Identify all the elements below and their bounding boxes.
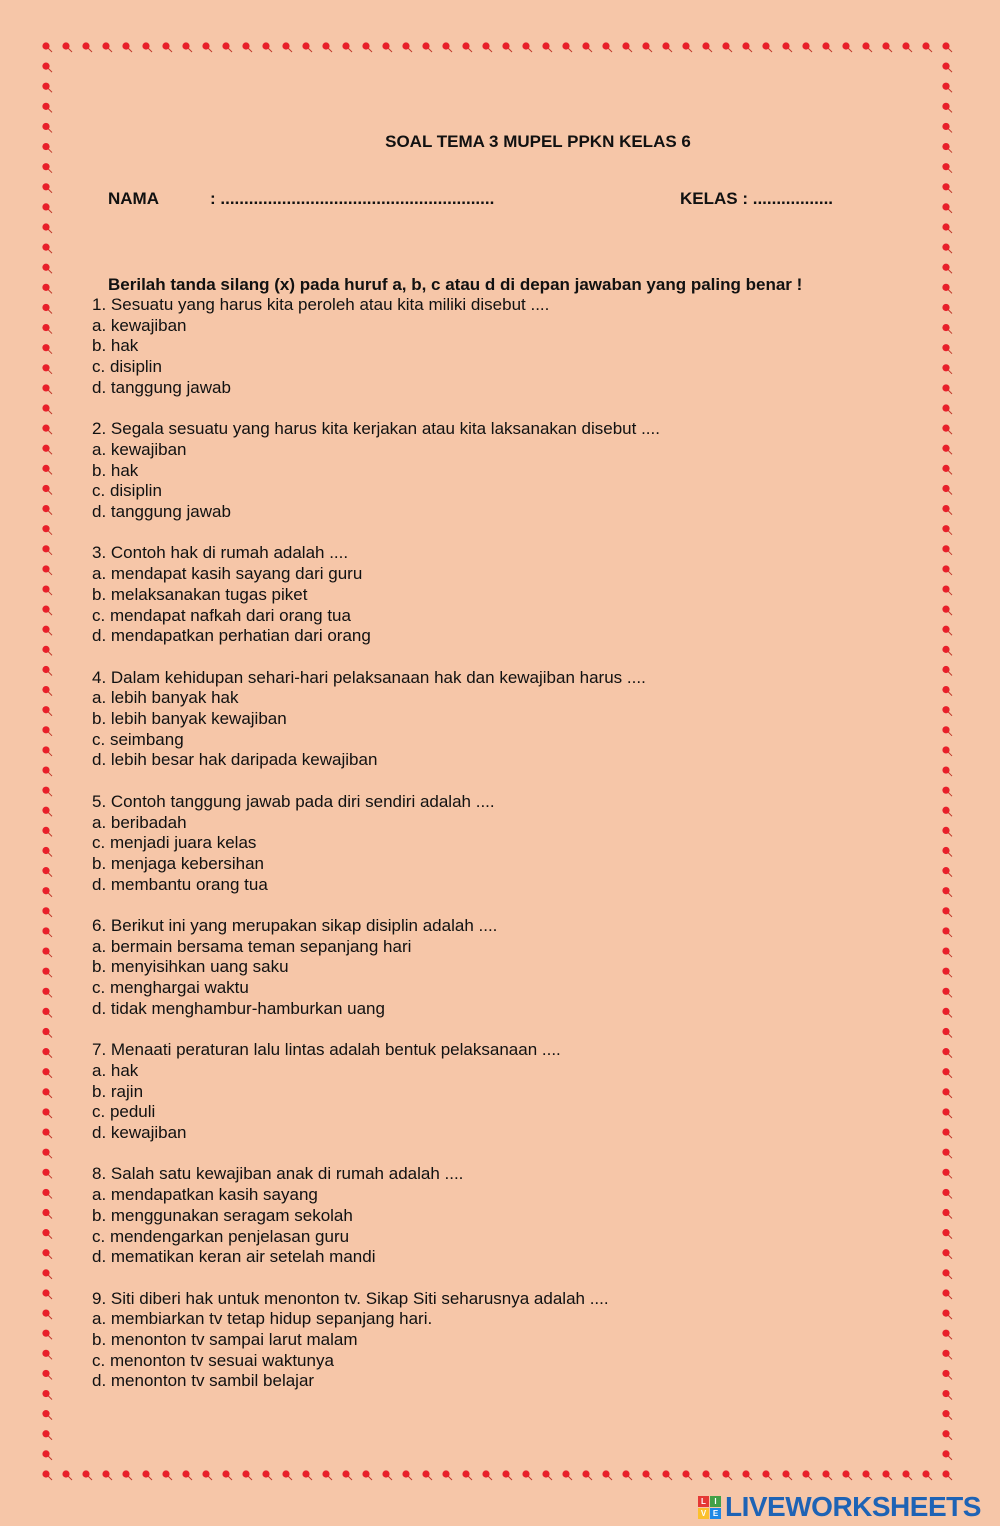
- question-text: 9. Siti diberi hak untuk menonton tv. Sikap Siti seharusnya adalah ....: [92, 1288, 609, 1308]
- border-dot: [942, 947, 949, 954]
- border-dot: [42, 606, 49, 613]
- border-dot: [942, 1048, 949, 1055]
- answer-option[interactable]: a. kewajiban: [92, 439, 187, 459]
- border-dot: [242, 1470, 249, 1477]
- border-dot: [842, 42, 849, 49]
- border-dot: [942, 1350, 949, 1357]
- border-dot: [302, 1470, 309, 1477]
- border-dot: [42, 666, 49, 673]
- border-dot: [482, 1470, 489, 1477]
- border-dot: [942, 1309, 949, 1316]
- border-dot: [42, 384, 49, 391]
- border-dot: [342, 1470, 349, 1477]
- border-dot: [542, 42, 549, 49]
- question-text: 1. Sesuatu yang harus kita peroleh atau kita miliki disebut ....: [92, 295, 550, 314]
- border-dot: [942, 1289, 949, 1296]
- border-dot: [722, 1470, 729, 1477]
- border-dot: [42, 425, 49, 432]
- border-dot: [942, 585, 949, 592]
- border-dot: [342, 42, 349, 49]
- border-dot: [522, 42, 529, 49]
- border-dot: [642, 42, 649, 49]
- border-dot: [942, 1189, 949, 1196]
- border-dot: [262, 1470, 269, 1477]
- border-dot: [942, 425, 949, 432]
- answer-option[interactable]: c. menjadi juara kelas: [92, 833, 257, 853]
- border-dot: [942, 1149, 949, 1156]
- border-dot: [42, 525, 49, 532]
- answer-option[interactable]: a. bermain bersama teman sepanjang hari: [92, 936, 412, 956]
- border-dot: [362, 1470, 369, 1477]
- logo-text: LIVEWORKSHEETS: [725, 1491, 981, 1522]
- border-dot: [942, 344, 949, 351]
- answer-option[interactable]: b. lebih banyak kewajiban: [92, 709, 287, 729]
- question-item: [92, 419, 660, 523]
- border-dot: [902, 1470, 909, 1477]
- border-dot: [902, 42, 909, 49]
- answer-option[interactable]: c. disiplin: [92, 357, 162, 377]
- border-dot: [222, 1470, 229, 1477]
- answer-option[interactable]: b. hak: [92, 336, 139, 356]
- border-dot: [942, 927, 949, 934]
- border-dot: [942, 1430, 949, 1437]
- border-dot: [942, 465, 949, 472]
- question-text: 7. Menaati peraturan lalu lintas adalah bentuk pelaksanaan ....: [92, 1040, 561, 1060]
- answer-option[interactable]: b. menyisihkan uang saku: [92, 957, 289, 977]
- liveworksheets-logo: [698, 1492, 981, 1522]
- question-item: [92, 1164, 660, 1268]
- border-dot: [442, 42, 449, 49]
- border-dot: [742, 42, 749, 49]
- border-dot: [942, 203, 949, 210]
- border-dot: [942, 626, 949, 633]
- border-dot: [762, 1470, 769, 1477]
- border-dot: [42, 626, 49, 633]
- border-dot: [942, 1229, 949, 1236]
- border-dot: [722, 42, 729, 49]
- answer-option[interactable]: b. menonton tv sampai larut malam: [92, 1330, 358, 1350]
- border-dot: [402, 42, 409, 49]
- border-dot: [42, 445, 49, 452]
- name-blank: : ..........................................................: [210, 189, 495, 208]
- border-dot: [942, 606, 949, 613]
- border-dot: [482, 42, 489, 49]
- border-dot: [942, 686, 949, 693]
- instruction: Berilah tanda silang (x) pada huruf a, b, c atau d di depan jawaban yang paling benar !: [108, 275, 803, 294]
- question-item: [92, 543, 660, 647]
- border-dot: [542, 1470, 549, 1477]
- border-dot: [942, 1088, 949, 1095]
- border-dot: [42, 203, 49, 210]
- question-text: 8. Salah satu kewajiban anak di rumah adalah ....: [92, 1164, 464, 1184]
- logo-mark-icon: [698, 1496, 721, 1519]
- answer-option[interactable]: d. tidak menghambur-hamburkan uang: [92, 998, 385, 1018]
- question-item: [92, 916, 660, 1020]
- border-dot: [82, 1470, 89, 1477]
- border-dot: [42, 264, 49, 271]
- border-dot: [682, 42, 689, 49]
- border-dot: [382, 42, 389, 49]
- border-dot: [122, 1470, 129, 1477]
- answer-option[interactable]: a. hak: [92, 1060, 139, 1080]
- border-dot: [942, 887, 949, 894]
- border-dot: [942, 384, 949, 391]
- border-dot: [42, 304, 49, 311]
- border-dot: [102, 42, 109, 49]
- border-dot: [782, 42, 789, 49]
- border-dot: [862, 42, 869, 49]
- border-dot: [582, 42, 589, 49]
- border-dot: [662, 42, 669, 49]
- question-text: 3. Contoh hak di rumah adalah ....: [92, 543, 349, 563]
- border-dot: [942, 324, 949, 331]
- border-dot: [82, 42, 89, 49]
- border-dot: [42, 1229, 49, 1236]
- border-dot: [622, 42, 629, 49]
- border-dot: [42, 1390, 49, 1397]
- border-dot: [42, 1450, 49, 1457]
- border-dot: [942, 968, 949, 975]
- answer-option[interactable]: b. melaksanakan tugas piket: [92, 584, 308, 604]
- border-dot: [42, 1289, 49, 1296]
- border-dot: [42, 1209, 49, 1216]
- border-dot: [242, 42, 249, 49]
- border-dot: [942, 666, 949, 673]
- border-dot: [162, 1470, 169, 1477]
- border-dot: [942, 505, 949, 512]
- border-dot: [942, 103, 949, 110]
- border-dot: [42, 746, 49, 753]
- border-dot: [942, 1108, 949, 1115]
- border-dot: [282, 42, 289, 49]
- answer-option[interactable]: b. menjaga kebersihan: [92, 853, 265, 873]
- border-dot: [202, 42, 209, 49]
- border-dot: [942, 364, 949, 371]
- border-dot: [942, 1128, 949, 1135]
- answer-option[interactable]: a. beribadah: [92, 812, 187, 832]
- border-dot: [42, 947, 49, 954]
- border-dot: [942, 1450, 949, 1457]
- border-dot: [502, 42, 509, 49]
- border-dot: [942, 565, 949, 572]
- border-dot: [802, 42, 809, 49]
- border-dot: [42, 83, 49, 90]
- border-dot: [42, 1430, 49, 1437]
- border-dot: [422, 1470, 429, 1477]
- border-dot: [42, 1108, 49, 1115]
- border-dot: [42, 364, 49, 371]
- border-dot: [42, 1309, 49, 1316]
- border-dot: [942, 1410, 949, 1417]
- border-dot: [202, 1470, 209, 1477]
- border-dot: [42, 1088, 49, 1095]
- border-dot: [42, 1330, 49, 1337]
- border-dot: [42, 585, 49, 592]
- border-dot: [42, 223, 49, 230]
- question-text: 4. Dalam kehidupan sehari-hari pelaksanaan hak dan kewajiban harus ....: [92, 667, 646, 687]
- answer-option[interactable]: d. menonton tv sambil belajar: [92, 1371, 315, 1391]
- border-dot: [582, 1470, 589, 1477]
- answer-option[interactable]: c. mendapat nafkah dari orang tua: [92, 605, 351, 625]
- border-dot: [42, 163, 49, 170]
- border-dot: [702, 42, 709, 49]
- answer-option[interactable]: c. disiplin: [92, 481, 162, 501]
- answer-option[interactable]: a. mendapat kasih sayang dari guru: [92, 564, 363, 584]
- border-dot: [42, 244, 49, 251]
- answer-option[interactable]: c. menghargai waktu: [92, 978, 249, 998]
- border-dot: [322, 42, 329, 49]
- border-dot: [862, 1470, 869, 1477]
- border-dot: [42, 1470, 49, 1477]
- border-dot: [182, 1470, 189, 1477]
- question-item: [92, 1289, 660, 1393]
- border-dot: [42, 847, 49, 854]
- border-dot: [822, 1470, 829, 1477]
- border-dot: [942, 1269, 949, 1276]
- border-dot: [942, 1330, 949, 1337]
- answer-option[interactable]: a. kewajiban: [92, 315, 187, 335]
- border-dot: [42, 545, 49, 552]
- question-item: [92, 1040, 660, 1144]
- border-dot: [942, 264, 949, 271]
- border-dot: [42, 284, 49, 291]
- border-dot: [282, 1470, 289, 1477]
- border-dot: [562, 1470, 569, 1477]
- border-dot: [942, 706, 949, 713]
- question-text: 5. Contoh tanggung jawab pada diri sendiri adalah ....: [92, 791, 495, 811]
- border-dot: [42, 183, 49, 190]
- border-dot: [42, 465, 49, 472]
- border-dot: [662, 1470, 669, 1477]
- question-list: [92, 295, 660, 1413]
- border-dot: [942, 726, 949, 733]
- border-dot: [42, 646, 49, 653]
- border-dot: [942, 847, 949, 854]
- border-dot: [122, 42, 129, 49]
- answer-option[interactable]: c. menonton tv sesuai waktunya: [92, 1350, 334, 1370]
- border-dot: [942, 1370, 949, 1377]
- border-dot: [942, 83, 949, 90]
- border-dot: [602, 42, 609, 49]
- border-dot: [162, 42, 169, 49]
- border-dot: [42, 1189, 49, 1196]
- answer-option[interactable]: a. mendapatkan kasih sayang: [92, 1185, 318, 1205]
- border-dot: [42, 324, 49, 331]
- logo-mark-letter: E: [710, 1508, 721, 1519]
- border-dot: [742, 1470, 749, 1477]
- border-dot: [42, 103, 49, 110]
- border-dot: [822, 42, 829, 49]
- border-dot: [942, 646, 949, 653]
- answer-option[interactable]: c. mendengarkan penjelasan guru: [92, 1226, 350, 1246]
- border-dot: [42, 123, 49, 130]
- border-dot: [522, 1470, 529, 1477]
- name-label: NAMA: [108, 189, 159, 208]
- question-item: [92, 792, 660, 896]
- border-dot: [42, 706, 49, 713]
- worksheet-title: SOAL TEMA 3 MUPEL PPKN KELAS 6: [385, 132, 691, 151]
- border-dot: [302, 42, 309, 49]
- border-dot: [942, 63, 949, 70]
- border-dot: [942, 746, 949, 753]
- border-dot: [42, 968, 49, 975]
- border-dot: [382, 1470, 389, 1477]
- logo-mark-letter: I: [710, 1496, 721, 1507]
- border-dot: [882, 42, 889, 49]
- border-dot: [642, 1470, 649, 1477]
- border-dot: [622, 1470, 629, 1477]
- border-dot: [942, 284, 949, 291]
- border-dot: [42, 726, 49, 733]
- border-dot: [42, 1269, 49, 1276]
- border-dot: [42, 42, 49, 49]
- border-dot: [42, 686, 49, 693]
- border-dot: [42, 63, 49, 70]
- border-dot: [422, 42, 429, 49]
- border-dot: [42, 1249, 49, 1256]
- border-dot: [942, 807, 949, 814]
- border-dot: [942, 988, 949, 995]
- border-dot: [42, 907, 49, 914]
- border-dot: [942, 1028, 949, 1035]
- border-dot: [942, 123, 949, 130]
- border-dot: [42, 1068, 49, 1075]
- border-dot: [942, 1470, 949, 1477]
- border-dot: [362, 42, 369, 49]
- border-dot: [942, 1390, 949, 1397]
- border-dot: [42, 927, 49, 934]
- border-dot: [942, 827, 949, 834]
- answer-option[interactable]: d. mendapatkan perhatian dari orang: [92, 626, 371, 646]
- border-dot: [42, 1370, 49, 1377]
- border-dot: [842, 1470, 849, 1477]
- border-dot: [942, 1249, 949, 1256]
- border-dot: [402, 1470, 409, 1477]
- class-label: KELAS : .................: [680, 189, 834, 208]
- border-dot: [222, 42, 229, 49]
- border-dot: [42, 505, 49, 512]
- border-dot: [942, 183, 949, 190]
- border-dot: [942, 223, 949, 230]
- answer-option[interactable]: c. seimbang: [92, 729, 184, 749]
- answer-option[interactable]: d. mematikan keran air setelah mandi: [92, 1247, 376, 1267]
- answer-option[interactable]: d. lebih besar hak daripada kewajiban: [92, 750, 378, 770]
- border-dot: [942, 485, 949, 492]
- border-dot: [142, 1470, 149, 1477]
- border-dot: [922, 1470, 929, 1477]
- border-dot: [502, 1470, 509, 1477]
- logo-mark-letter: L: [698, 1496, 709, 1507]
- border-dot: [462, 42, 469, 49]
- question-text: 2. Segala sesuatu yang harus kita kerjakan atau kita laksanakan disebut ....: [92, 419, 660, 439]
- answer-option[interactable]: b. hak: [92, 460, 139, 480]
- border-dot: [42, 766, 49, 773]
- border-dot: [42, 807, 49, 814]
- name-row: [108, 189, 495, 209]
- border-dot: [42, 1169, 49, 1176]
- border-dot: [802, 1470, 809, 1477]
- border-dot: [42, 827, 49, 834]
- border-dot: [102, 1470, 109, 1477]
- answer-option[interactable]: a. membiarkan tv tetap hidup sepanjang hari.: [92, 1309, 433, 1329]
- border-dot: [942, 907, 949, 914]
- border-dot: [942, 1209, 949, 1216]
- border-dot: [142, 42, 149, 49]
- border-dot: [42, 565, 49, 572]
- border-dot: [42, 1149, 49, 1156]
- border-dot: [942, 445, 949, 452]
- border-dot: [42, 988, 49, 995]
- answer-option[interactable]: d. tanggung jawab: [92, 502, 231, 522]
- answer-option[interactable]: a. lebih banyak hak: [92, 688, 239, 708]
- border-dot: [942, 244, 949, 251]
- border-dot: [262, 42, 269, 49]
- border-dot: [42, 1028, 49, 1035]
- border-dot: [702, 1470, 709, 1477]
- border-dot: [882, 1470, 889, 1477]
- answer-option[interactable]: b. rajin: [92, 1081, 144, 1101]
- question-item: [92, 295, 660, 399]
- border-dot: [942, 867, 949, 874]
- border-dot: [322, 1470, 329, 1477]
- border-dot: [762, 42, 769, 49]
- border-dot: [782, 1470, 789, 1477]
- question-item: [92, 668, 660, 772]
- border-dot: [42, 1048, 49, 1055]
- question-text: 6. Berikut ini yang merupakan sikap disiplin adalah ....: [92, 916, 498, 936]
- border-dot: [42, 1128, 49, 1135]
- border-dot: [942, 1169, 949, 1176]
- border-dot: [182, 42, 189, 49]
- border-dot: [942, 42, 949, 49]
- border-dot: [942, 1068, 949, 1075]
- border-dot: [562, 42, 569, 49]
- border-dot: [942, 304, 949, 311]
- border-dot: [42, 1008, 49, 1015]
- answer-option[interactable]: b. menggunakan seragam sekolah: [92, 1205, 353, 1225]
- border-dot: [62, 1470, 69, 1477]
- border-dot: [42, 485, 49, 492]
- border-dot: [942, 525, 949, 532]
- border-dot: [602, 1470, 609, 1477]
- answer-option[interactable]: d. membantu orang tua: [92, 874, 268, 894]
- border-dot: [62, 42, 69, 49]
- answer-option[interactable]: d. kewajiban: [92, 1123, 187, 1143]
- border-dot: [682, 1470, 689, 1477]
- border-dot: [42, 867, 49, 874]
- border-dot: [442, 1470, 449, 1477]
- answer-option[interactable]: d. tanggung jawab: [92, 377, 231, 397]
- border-dot: [942, 545, 949, 552]
- logo-mark-letter: V: [698, 1508, 709, 1519]
- answer-option[interactable]: c. peduli: [92, 1102, 156, 1122]
- border-dot: [42, 344, 49, 351]
- border-dot: [42, 887, 49, 894]
- border-dot: [942, 163, 949, 170]
- border-dot: [942, 766, 949, 773]
- border-dot: [942, 404, 949, 411]
- border-dot: [922, 42, 929, 49]
- border-dot: [42, 404, 49, 411]
- border-dot: [942, 787, 949, 794]
- border-dot: [42, 1410, 49, 1417]
- border-dot: [42, 787, 49, 794]
- border-dot: [942, 1008, 949, 1015]
- border-dot: [462, 1470, 469, 1477]
- border-dot: [42, 1350, 49, 1357]
